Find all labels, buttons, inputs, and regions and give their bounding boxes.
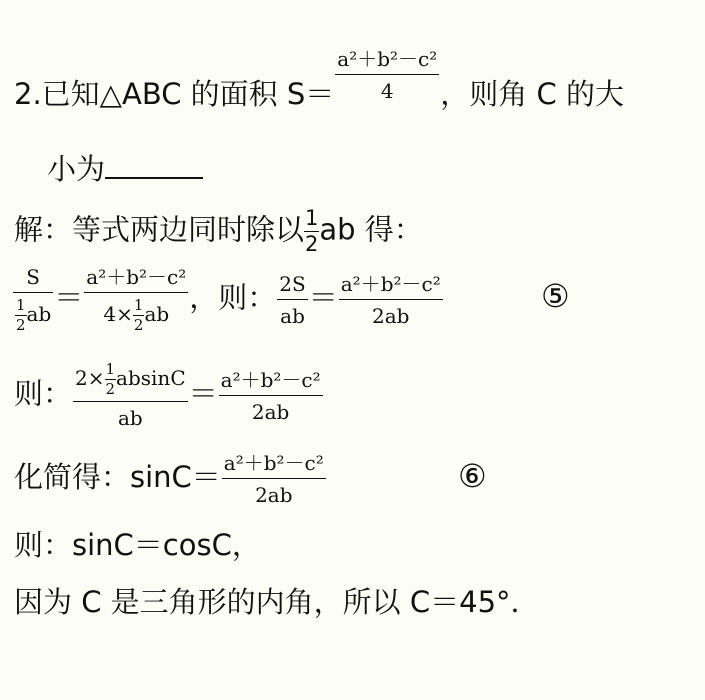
then-num-post: absinC: [116, 366, 186, 390]
eq5-equals-2: ＝: [308, 280, 338, 315]
half-denominator: 2: [305, 232, 319, 256]
then-right-denominator: 2ab: [251, 399, 290, 424]
eq5-r1-fraction: [277, 273, 307, 327]
eq5-mid-half-den: 2: [133, 316, 144, 334]
then-num-pre: 2×: [75, 366, 105, 390]
eq5-left-fraction: [13, 266, 53, 333]
eq5-r2-numerator: a²＋b²－c²: [339, 273, 443, 300]
eq5-mid-half-num: 1: [133, 296, 144, 314]
problem-line-2: [47, 153, 203, 184]
eq5-mid-half: [133, 298, 145, 333]
eq5-mid-denominator: [84, 293, 188, 333]
answer-blank[interactable]: [105, 153, 203, 179]
equation-5: [12, 266, 444, 333]
eq5-mid-fraction: [84, 266, 188, 333]
eq5-mid-numerator: a²＋b²－c²: [84, 266, 188, 293]
then-left-numerator: [73, 362, 188, 402]
area-fraction-denominator: 4: [380, 79, 394, 103]
eq6-fraction: [222, 452, 326, 506]
equation-6: [14, 452, 327, 506]
eq5-r1-numerator: 2S: [277, 273, 307, 300]
then-line: 则：sinC＝cosC，: [14, 528, 261, 562]
eq6-label: 化简得：sinC＝: [14, 460, 221, 494]
eq5-r2-denominator: 2ab: [372, 303, 410, 328]
half-numerator: 1: [305, 206, 319, 230]
then-half: [105, 362, 117, 397]
problem-text-end: 小为: [47, 152, 106, 186]
eq5-mid-den-pre: 4×: [103, 302, 133, 326]
then-label: 则：: [14, 376, 73, 411]
eq5-left-half-num: 1: [16, 296, 26, 314]
eq6-numerator: a²＋b²－c²: [222, 452, 326, 479]
then-right-fraction: [219, 369, 323, 423]
then-right-numerator: a²＋b²－c²: [219, 369, 323, 396]
eq5-left-den-text: ab: [26, 302, 52, 326]
eq5-left-numerator: S: [13, 266, 53, 293]
solution-intro-text: 解：等式两边同时除以: [14, 212, 305, 247]
then-half-den: 2: [105, 380, 116, 398]
problem-number: 2.: [14, 77, 42, 111]
equation-then: [14, 362, 324, 429]
marker-5: ⑤: [541, 277, 570, 315]
conclusion: 因为 C 是三角形的内角，所以 C＝45°．: [14, 585, 540, 619]
eq6-denominator: 2ab: [255, 483, 293, 507]
solution-intro: [14, 208, 423, 255]
problem-line: [14, 47, 624, 111]
problem-text: 已知△ABC 的面积 S＝: [41, 77, 335, 111]
then-half-num: 1: [105, 360, 116, 378]
half-fraction: [304, 208, 319, 255]
then-left-fraction: [73, 362, 188, 429]
area-fraction: [335, 48, 439, 102]
marker-6: ⑥: [458, 457, 487, 495]
eq5-left-half-den: 2: [16, 316, 26, 334]
then-left-denominator: ab: [117, 406, 143, 430]
solution-intro-end: ab 得：: [319, 212, 423, 247]
eq5-equals: ＝: [54, 280, 84, 315]
eq5-mid-den-post: ab: [144, 302, 170, 326]
eq5-separator: ，则：: [189, 280, 277, 315]
eq5-left-denominator: [13, 293, 53, 333]
eq5-r1-denominator: ab: [280, 303, 305, 328]
problem-text-cont: ，则角 C 的大: [440, 77, 624, 111]
area-fraction-numerator: a²＋b²－c²: [335, 48, 439, 75]
then-equals: ＝: [188, 376, 218, 411]
eq5-left-half: [15, 298, 27, 333]
eq5-r2-fraction: [339, 273, 443, 327]
